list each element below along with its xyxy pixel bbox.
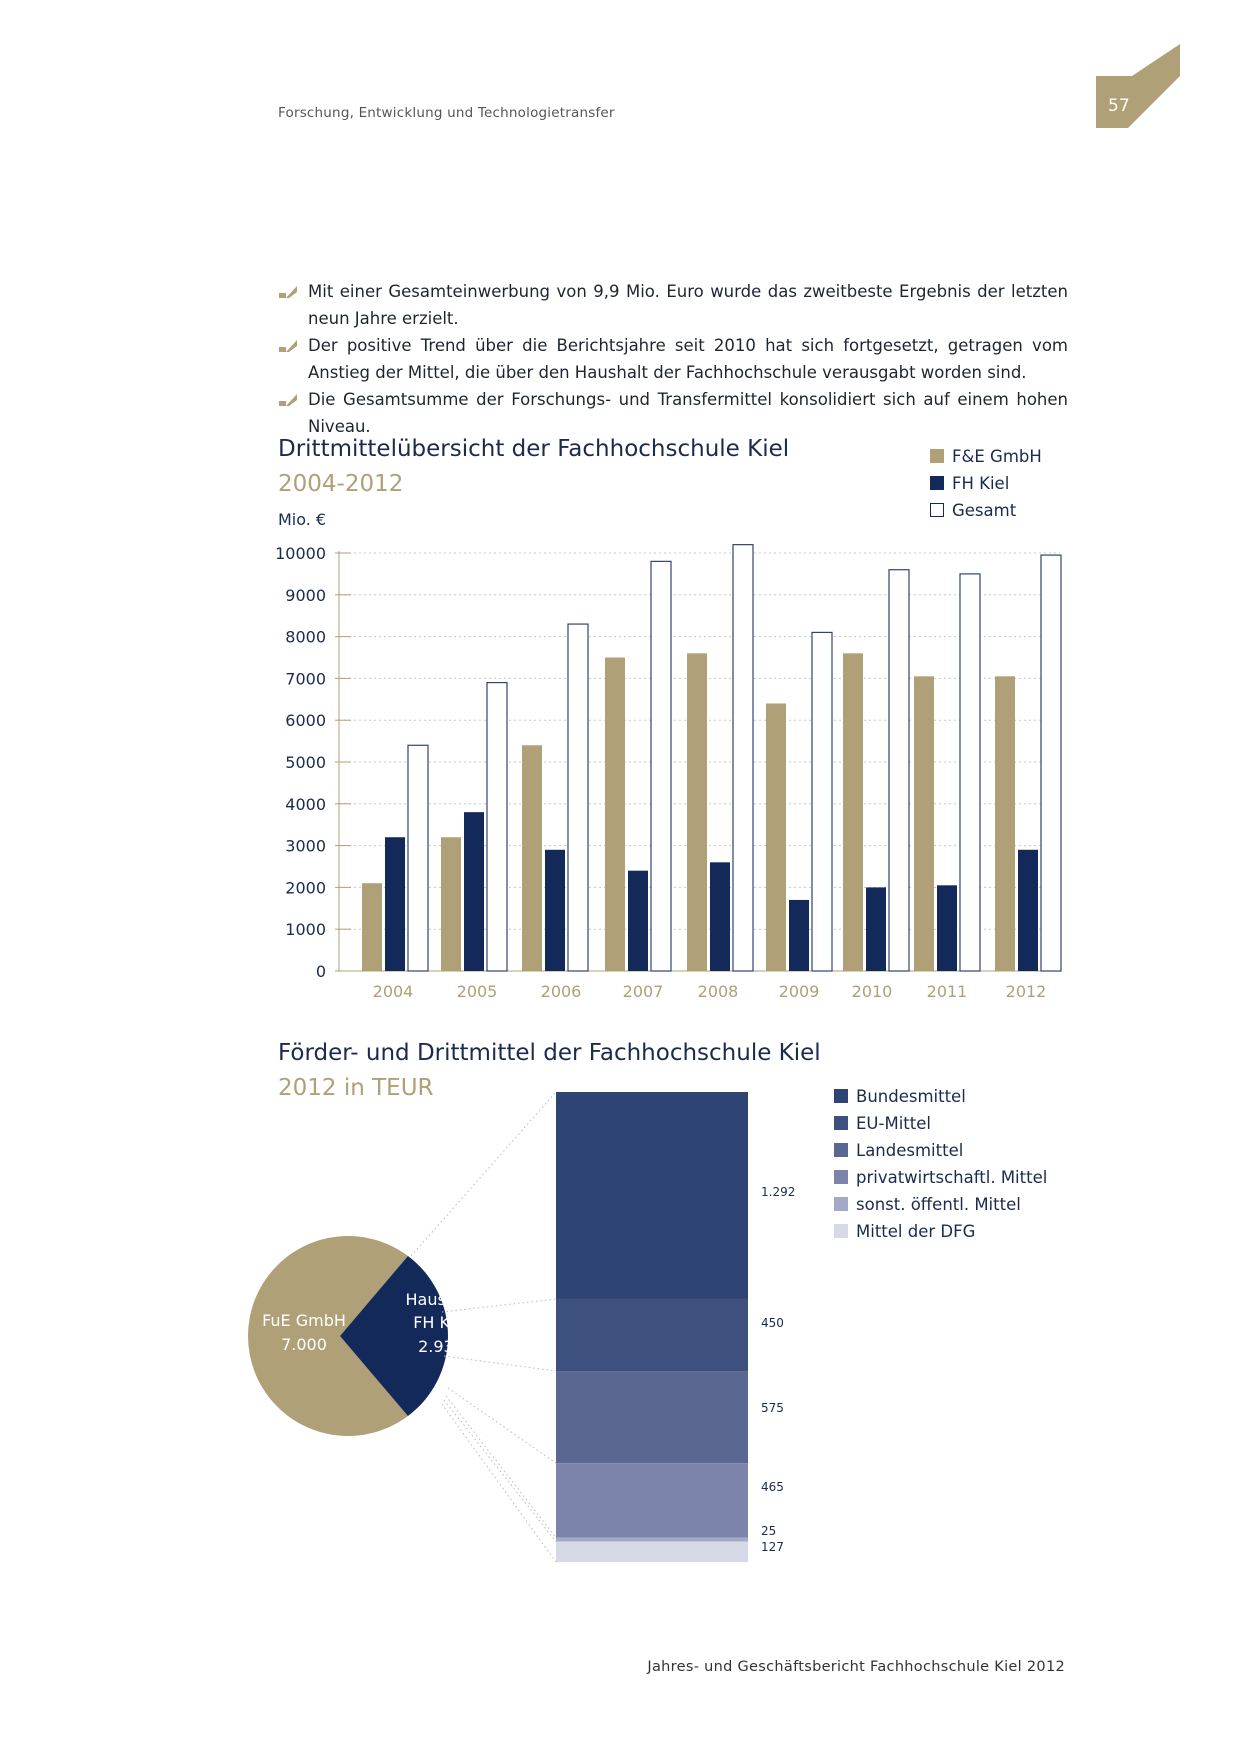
connector-line — [446, 1396, 556, 1538]
connector-line — [442, 1404, 556, 1562]
bar-fe-gmbh — [687, 653, 707, 971]
legend-label: FH Kiel — [952, 474, 1010, 493]
section-header: Forschung, Entwicklung und Technologietransfer — [278, 105, 615, 121]
x-tick-label: 2007 — [622, 982, 664, 1001]
stack-segment — [556, 1092, 748, 1299]
bar-fh-kiel — [710, 862, 730, 971]
y-tick-label: 10000 — [275, 544, 326, 563]
y-tick-label: 6000 — [285, 711, 326, 731]
stack-segment — [556, 1371, 748, 1463]
legend-label: Gesamt — [952, 501, 1017, 520]
x-tick-label: 2005 — [456, 982, 498, 1001]
x-tick-label: 2011 — [926, 982, 968, 1001]
bullet-text: Die Gesamtsumme der Forschungs- und Transfermittel konsolidiert sich auf einem hohen Niveau. — [308, 390, 1068, 436]
x-tick-label: 2008 — [697, 982, 739, 1001]
chart1-title: Drittmittelübersicht der Fachhochschule Kiel — [278, 436, 790, 462]
pie-label-fue-gmbh: FuE GmbH — [262, 1311, 346, 1330]
bar-fh-kiel — [464, 812, 484, 971]
bar-gesamt — [812, 632, 832, 971]
connector-line — [444, 1356, 556, 1371]
bar-fh-kiel — [385, 837, 405, 971]
stack-value-label: 1.292 — [761, 1185, 796, 1199]
bar-gesamt — [568, 624, 588, 971]
stack-value-label: 25 — [761, 1524, 777, 1538]
stack-segment — [556, 1299, 748, 1371]
connector-line — [411, 1092, 556, 1256]
x-tick-label: 2004 — [372, 982, 414, 1001]
bar-fh-kiel — [789, 900, 809, 971]
legend-label: Mittel der DFG — [856, 1222, 976, 1241]
chart1-ylabel: Mio. € — [278, 510, 327, 529]
y-tick-label: 8000 — [285, 627, 326, 647]
connector-line — [444, 1400, 556, 1542]
bullet-text: Mit einer Gesamteinwerbung von 9,9 Mio. Euro wurde das zweitbeste Ergebnis der letzten neun Jahre erzielt. — [308, 282, 1068, 328]
y-tick-label: 4000 — [285, 794, 326, 814]
stack-segment — [556, 1542, 748, 1562]
chart1-subtitle: 2004-2012 — [278, 471, 404, 497]
bullet-text: Der positive Trend über die Berichtsjahre seit 2010 hat sich fortgesetzt, getragen vom Anstieg der Mittel, die über den Haushalt der Fachhochschule verausgabt worden sind. — [308, 336, 1068, 382]
legend-label: EU-Mittel — [856, 1114, 931, 1133]
stack-value-label: 127 — [761, 1540, 784, 1554]
legend-label: F&E GmbH — [952, 447, 1042, 466]
legend-label: privatwirtschaftl. Mittel — [856, 1168, 1048, 1187]
bar-fh-kiel — [937, 885, 957, 971]
x-tick-label: 2009 — [778, 982, 820, 1001]
chart2-subtitle: 2012 in TEUR — [278, 1075, 434, 1101]
legend-label: sonst. öffentl. Mittel — [856, 1195, 1021, 1214]
bar-fh-kiel — [1018, 850, 1038, 971]
bar-gesamt — [487, 683, 507, 971]
bar-gesamt — [889, 570, 909, 971]
bar-fe-gmbh — [522, 745, 542, 971]
stack-segment — [556, 1538, 748, 1542]
bar-fh-kiel — [628, 871, 648, 971]
bar-fe-gmbh — [766, 703, 786, 971]
legend-label: Landesmittel — [856, 1141, 964, 1160]
page-number: 57 — [1108, 96, 1130, 116]
legend-label: Bundesmittel — [856, 1087, 966, 1106]
bar-fe-gmbh — [914, 676, 934, 971]
pie-value-haushalt: 2.934 — [418, 1337, 464, 1356]
y-tick-label: 9000 — [285, 585, 326, 605]
pie-label-haushalt: Haushalt — [405, 1290, 477, 1309]
bar-gesamt — [651, 561, 671, 971]
bar-fh-kiel — [866, 887, 886, 971]
stack-value-label: 450 — [761, 1316, 784, 1330]
y-tick-label: 7000 — [285, 669, 326, 689]
y-tick-label: 1000 — [285, 920, 326, 940]
bar-gesamt — [408, 745, 428, 971]
x-tick-label: 2006 — [540, 982, 582, 1001]
bar-fe-gmbh — [995, 676, 1015, 971]
pie-and-stack-chart — [0, 1080, 1241, 1580]
pie-label-haushalt: FH Kiel — [413, 1313, 469, 1332]
stack-segment — [556, 1463, 748, 1537]
y-tick-label: 5000 — [285, 753, 326, 772]
y-tick-label: 3000 — [285, 836, 326, 856]
stack-value-label: 575 — [761, 1401, 784, 1415]
x-tick-label: 2010 — [851, 982, 893, 1001]
bar-fh-kiel — [545, 850, 565, 971]
bar-gesamt — [733, 545, 753, 971]
bar-gesamt — [1041, 555, 1061, 971]
bar-fe-gmbh — [441, 837, 461, 971]
bar-gesamt — [960, 574, 980, 971]
y-tick-label: 2000 — [285, 878, 326, 898]
bar-fe-gmbh — [843, 653, 863, 971]
bar-fe-gmbh — [605, 658, 625, 972]
x-tick-label: 2012 — [1005, 982, 1047, 1001]
stack-value-label: 465 — [761, 1480, 784, 1494]
footer: Jahres- und Geschäftsbericht Fachhochschule Kiel 2012 — [647, 1659, 1065, 1675]
pie-value-fue-gmbh: 7.000 — [281, 1335, 327, 1354]
bar-fe-gmbh — [362, 883, 382, 971]
chart2-title: Förder- und Drittmittel der Fachhochschule Kiel — [278, 1040, 821, 1066]
y-tick-label: 0 — [315, 962, 326, 981]
